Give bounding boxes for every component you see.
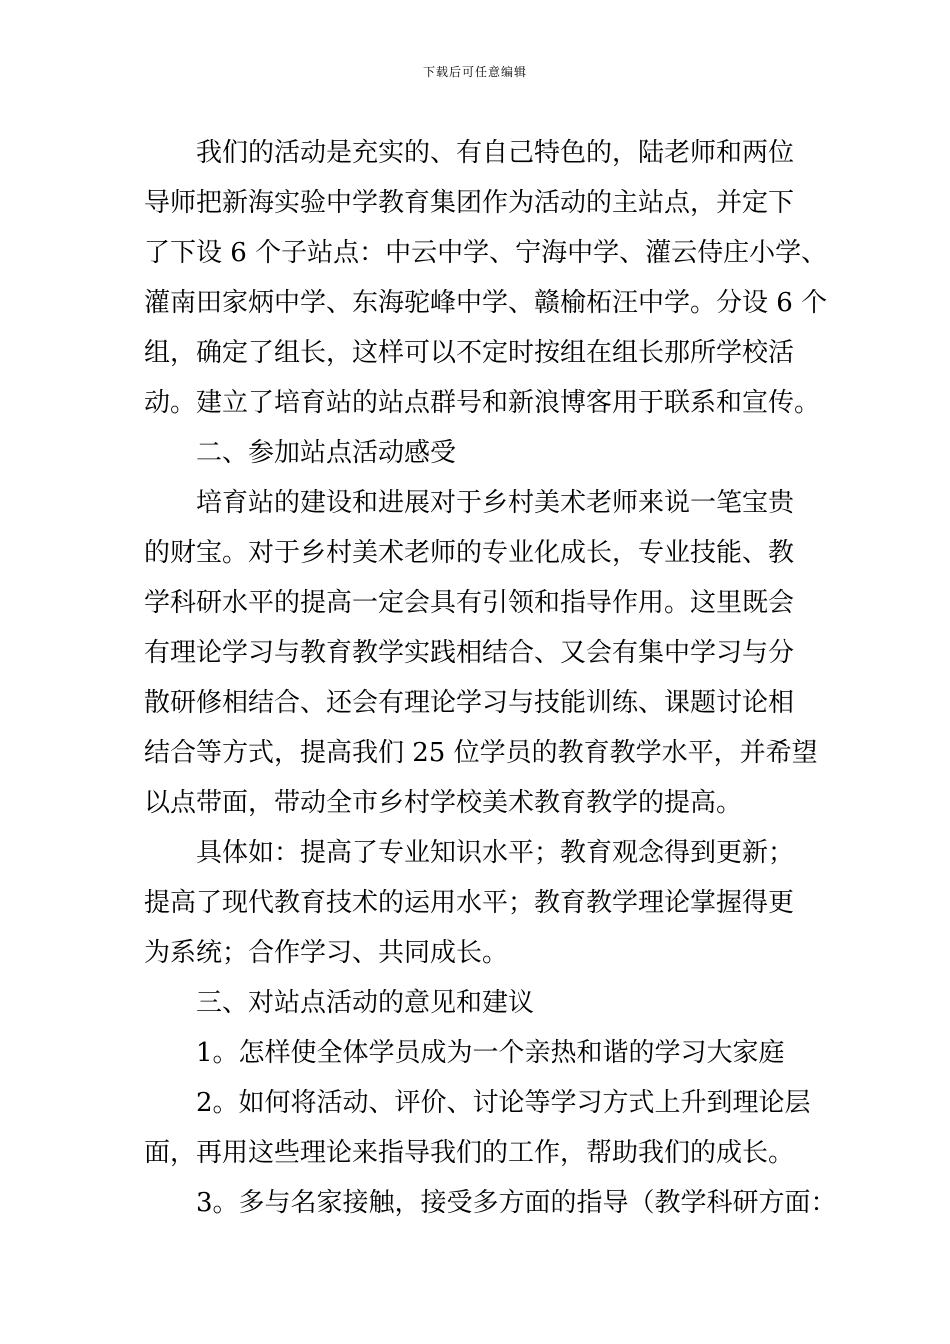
text-line: 组，确定了组长，这样可以不定时按组在组长那所学校活 — [144, 338, 795, 368]
section-heading-3 — [144, 978, 809, 1028]
paragraph-specifics — [144, 828, 809, 978]
text-line: 散研修相结合、还会有理论学习与技能训练、课题讨论相 — [144, 688, 795, 718]
text-line: 提高了现代教育技术的运用水平；教育教学理论掌握得更 — [144, 888, 795, 918]
heading-text: 三、对站点活动的意见和建议 — [196, 988, 535, 1018]
text-line: 培育站的建设和进展对于乡村美术老师来说一笔宝贵 — [196, 488, 795, 518]
text-line: 我们的活动是充实的、有自己特色的，陆老师和两位 — [196, 138, 795, 168]
section-heading-2 — [144, 428, 809, 478]
text-line: 有理论学习与教育教学实践相结合、又会有集中学习与分 — [144, 638, 795, 668]
text-line: 2。如何将活动、评价、讨论等学习方式上升到理论层 — [196, 1088, 811, 1118]
text-line: 1。怎样使全体学员成为一个亲热和谐的学习大家庭 — [196, 1038, 785, 1068]
text-line: 学科研水平的提高一定会具有引领和指导作用。这里既会 — [144, 588, 795, 618]
text-line: 的财宝。对于乡村美术老师的专业化成长，专业技能、教 — [144, 538, 795, 568]
suggestion-item-1 — [144, 1028, 809, 1078]
suggestion-item-2 — [144, 1078, 809, 1178]
suggestion-item-3 — [144, 1178, 837, 1228]
text-line: 导师把新海实验中学教育集团作为活动的主站点，并定下 — [144, 188, 795, 218]
text-line: 3。多与名家接触，接受多方面的指导（教学科研方面： — [196, 1188, 837, 1218]
text-line: 具体如：提高了专业知识水平；教育观念得到更新； — [196, 838, 795, 868]
page-header: 下载后可任意编辑 — [422, 65, 527, 79]
text-line: 为系统；合作学习、共同成长。 — [144, 938, 509, 968]
text-line: 灌南田家炳中学、东海驼峰中学、赣榆柘汪中学。分设 6 个 — [144, 288, 828, 318]
text-line: 以点带面，带动全市乡村学校美术教育教学的提高。 — [144, 788, 743, 818]
text-line: 动。建立了培育站的站点群号和新浪博客用于联系和宣传。 — [144, 388, 821, 418]
heading-text: 二、参加站点活动感受 — [196, 438, 457, 468]
document-body — [144, 128, 837, 1228]
text-line: 了下设 6 个子站点：中云中学、宁海中学、灌云侍庄小学、 — [144, 238, 828, 268]
text-line: 结合等方式，提高我们 25 位学员的教育教学水平，并希望 — [144, 738, 818, 768]
paragraph-station-value — [144, 478, 818, 828]
paragraph-activities — [144, 128, 828, 428]
text-line: 面，再用这些理论来指导我们的工作，帮助我们的成长。 — [144, 1138, 795, 1168]
